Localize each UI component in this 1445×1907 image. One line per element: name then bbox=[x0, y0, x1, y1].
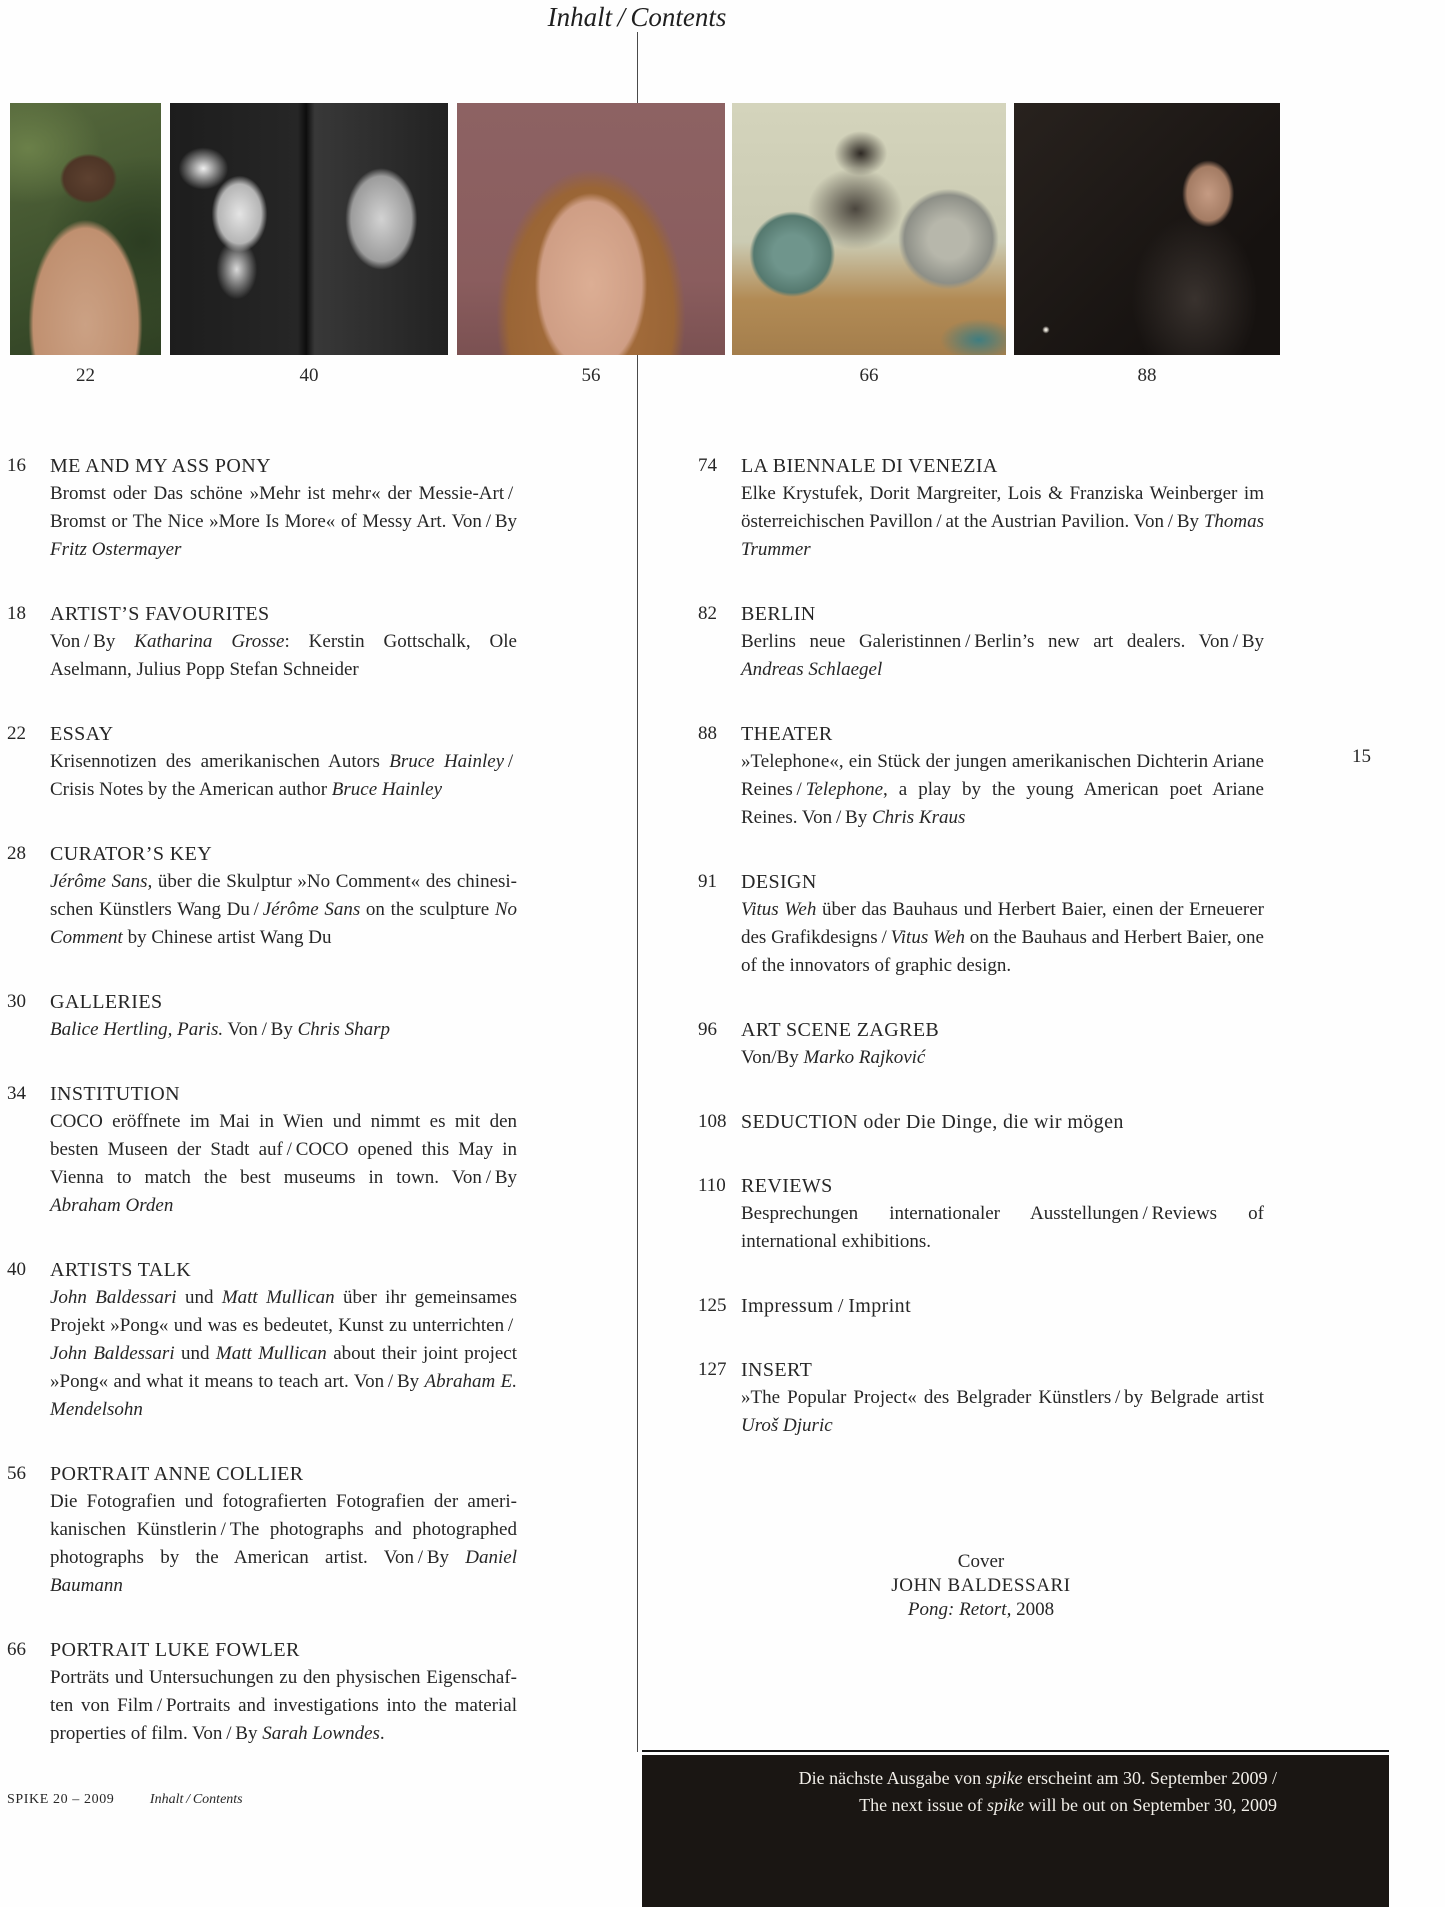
cover-credit bbox=[698, 1550, 1264, 1622]
entry-page-number: 82 bbox=[698, 603, 717, 624]
photo-anne-collier-portrait bbox=[457, 103, 725, 386]
toc-entry bbox=[698, 1108, 1264, 1136]
entry-page-number: 56 bbox=[7, 1463, 26, 1484]
photo-page-number: 40 bbox=[299, 365, 319, 386]
toc-entry bbox=[698, 1356, 1264, 1440]
toc-entry bbox=[698, 1172, 1264, 1256]
toc-entry bbox=[7, 1460, 517, 1600]
cover-work-title: Pong: Retort, 2008 bbox=[907, 1599, 1055, 1620]
entry-description: John Baldessari und Matt Mullican über ihr gemeinsames Projekt »Pong« und was es bedeutet, Kunst zu unterrichten / John Baldessari und Matt Mullican about their joint project »Pong« and what it means to teach art. Von / By Abraham E. Mendelsohn bbox=[50, 1287, 517, 1420]
entry-title: GALLERIES bbox=[50, 991, 163, 1013]
next-issue-announcement: Die nächste Ausgabe von spike erscheint am 30. September 2009 / The next issue of spike will be out on September 30, 2009 bbox=[642, 1755, 1389, 1907]
cover-artist: JOHN BALDESSARI bbox=[891, 1575, 1071, 1596]
toc-entry bbox=[698, 600, 1264, 684]
entry-page-number: 34 bbox=[7, 1083, 26, 1104]
entry-title: PORTRAIT LUKE FOWLER bbox=[50, 1639, 300, 1661]
entry-description: Von/By Marko Rajković bbox=[741, 1047, 926, 1068]
entry-page-number: 96 bbox=[698, 1019, 717, 1040]
next-issue-rule bbox=[642, 1750, 1389, 1752]
entry-title: ESSAY bbox=[50, 723, 114, 745]
entry-page-number: 28 bbox=[7, 843, 26, 864]
entry-title: CURATOR’S KEY bbox=[50, 843, 213, 865]
toc-entry bbox=[698, 720, 1264, 832]
entry-page-number: 22 bbox=[7, 723, 26, 744]
toc-entry bbox=[698, 452, 1264, 564]
toc-entry bbox=[698, 868, 1264, 980]
toc-right-column bbox=[698, 452, 1264, 1476]
entry-description: »The Popular Project« des Belgrader Künstlers / by Belgrade artist Uroš Djuric bbox=[741, 1387, 1264, 1436]
entry-page-number: 125 bbox=[698, 1295, 727, 1316]
photo-page-number: 56 bbox=[581, 365, 601, 386]
toc-left-column bbox=[7, 452, 517, 1784]
toc-entry bbox=[7, 840, 517, 952]
toc-entry bbox=[7, 1256, 517, 1424]
page-title: Inhalt / Contents bbox=[547, 2, 727, 32]
entry-page-number: 74 bbox=[698, 455, 717, 476]
entry-title: ME AND MY ASS PONY bbox=[50, 455, 271, 477]
entry-page-number: 127 bbox=[698, 1359, 727, 1380]
entry-description: Krisennotizen des amerikanischen Autors Bruce Hainley / Crisis Notes by the American author Bruce Hainley bbox=[50, 751, 517, 800]
entry-title: SEDUCTION oder Die Dinge, die wir mögen bbox=[741, 1111, 1124, 1133]
entry-title: INSTITUTION bbox=[50, 1083, 180, 1105]
entry-description: Bromst oder Das schöne »Mehr ist mehr« der Messie-Art / Bromst or The Nice »More Is More« of Messy Art. Von / By Fritz Ostermayer bbox=[50, 483, 517, 560]
entry-page-number: 108 bbox=[698, 1111, 727, 1132]
footer-section-label: Inhalt / Contents bbox=[149, 1792, 243, 1807]
page-number: 15 bbox=[1352, 746, 1371, 767]
toc-entry bbox=[7, 720, 517, 804]
entry-title: ARTISTS TALK bbox=[50, 1259, 192, 1281]
entry-page-number: 16 bbox=[7, 455, 26, 476]
entry-title: REVIEWS bbox=[741, 1175, 833, 1197]
cover-label: Cover bbox=[957, 1551, 1005, 1572]
toc-entry bbox=[7, 1636, 517, 1748]
photo-essay-young-man bbox=[10, 103, 161, 386]
entry-title: ARTIST’S FAVOURITES bbox=[50, 603, 270, 625]
entry-page-number: 91 bbox=[698, 871, 717, 892]
footer bbox=[7, 1792, 243, 1808]
entry-description: Von / By Katharina Grosse: Kerstin Gottschalk, Ole Aselmann, Julius Popp Stefan Schneider bbox=[50, 631, 517, 680]
entry-page-number: 40 bbox=[7, 1259, 26, 1280]
toc-entry bbox=[7, 1080, 517, 1220]
toc-entry bbox=[698, 1016, 1264, 1072]
photo-page-number: 88 bbox=[1137, 365, 1157, 386]
toc-entry bbox=[698, 1292, 1264, 1320]
entry-page-number: 18 bbox=[7, 603, 26, 624]
entry-description: Jérôme Sans, über die Skulptur »No Comment« des chinesischen Künstlers Wang Du / Jérôme Sans on the sculpture No Comment by Chinese artist Wang Du bbox=[50, 871, 518, 948]
entry-description: Besprechungen internationaler Ausstellungen / Reviews of international exhibitions. bbox=[741, 1203, 1264, 1252]
photo-baldessari-mullican-bw-portraits bbox=[170, 103, 448, 386]
entry-description: COCO eröffnete im Mai in Wien und nimmt es mit den besten Museen der Stadt auf / COCO opened this May in Vienna to match the best museums in town. Von / By Abraham Orden bbox=[50, 1111, 517, 1216]
entry-title: BERLIN bbox=[741, 603, 816, 625]
photo-page-number: 66 bbox=[859, 365, 879, 386]
photo-page-number: 22 bbox=[76, 365, 95, 386]
entry-page-number: 88 bbox=[698, 723, 717, 744]
next-issue-box bbox=[642, 1750, 1389, 1907]
entry-title: Impressum / Imprint bbox=[741, 1295, 912, 1317]
entry-title: DESIGN bbox=[741, 871, 817, 893]
entry-description: Porträts und Untersuchungen zu den physischen Eigenschaften von Film / Portraits and investigations into the material properties of film. Von / By Sarah Lowndes. bbox=[50, 1667, 517, 1744]
entry-title: LA BIENNALE DI VENEZIA bbox=[741, 455, 998, 477]
entry-description: Elke Krystufek, Dorit Margreiter, Lois & Franziska Weinberger im österreichischen Pavillon / at the Austrian Pavilion. Von / By Thomas Trummer bbox=[741, 483, 1264, 560]
photo-luke-fowler-film-reels bbox=[732, 103, 1006, 386]
toc-entry bbox=[7, 452, 517, 564]
entry-title: ART SCENE ZAGREB bbox=[741, 1019, 940, 1041]
toc-entry bbox=[7, 988, 517, 1044]
entry-page-number: 110 bbox=[698, 1175, 726, 1196]
entry-title: INSERT bbox=[741, 1359, 813, 1381]
entry-title: THEATER bbox=[741, 723, 833, 745]
entry-description: Berlins neue Galeristinnen / Berlin’s new art dealers. Von / By Andreas Schlaegel bbox=[741, 631, 1264, 680]
entry-page-number: 66 bbox=[7, 1639, 26, 1660]
toc-entry bbox=[7, 600, 517, 684]
entry-description: Die Fotografien und fotografierten Fotografien der amerikanischen Künstlerin / The photographs and photographed photographs by the American artist. Von / By Daniel Baumann bbox=[50, 1491, 517, 1596]
entry-description: Balice Hertling, Paris. Von / By Chris Sharp bbox=[50, 1019, 390, 1040]
entry-description: »Telephone«, ein Stück der jungen amerikanischen Dichterin Ariane Reines / Telephone, a play by the young American poet Ariane Reines. Von / By Chris Kraus bbox=[741, 751, 1264, 828]
entry-description: Vitus Weh über das Bauhaus und Herbert Baier, einen der Erneuerer des Grafikdesigns / Vitus Weh on the Bauhaus and Herbert Baier, one of the innovators of graphic design. bbox=[741, 899, 1265, 976]
photo-theater-dark-scene bbox=[1014, 103, 1280, 386]
footer-issue-label: SPIKE 20 – 2009 bbox=[7, 1792, 115, 1807]
entry-page-number: 30 bbox=[7, 991, 26, 1012]
entry-title: PORTRAIT ANNE COLLIER bbox=[50, 1463, 304, 1485]
